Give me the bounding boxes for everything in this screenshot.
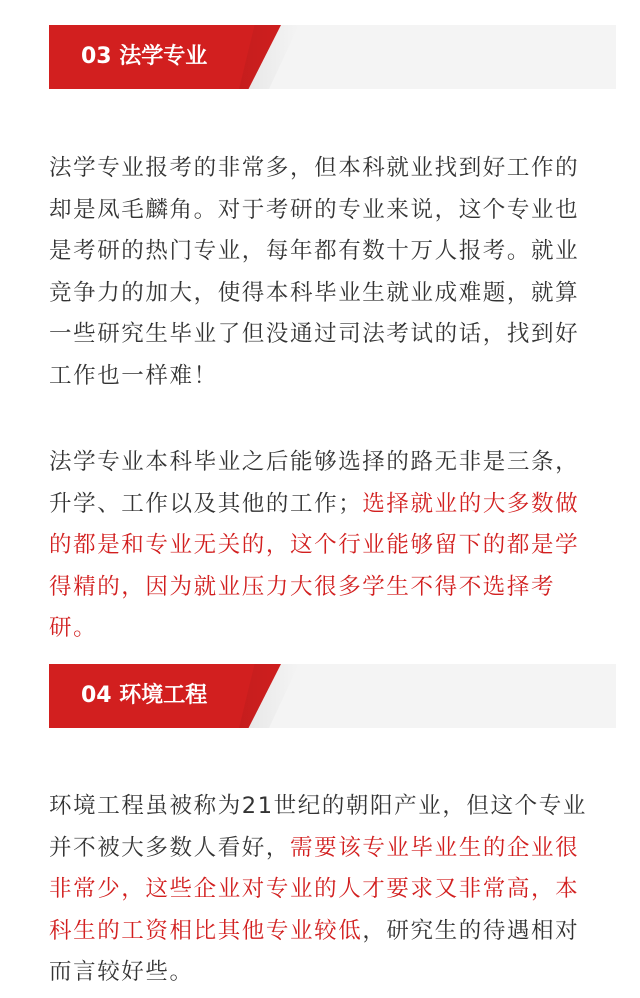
paragraph-text: 法学专业本科毕业之后能够选择的路无非是三条，升学、工作以及其他的工作； <box>49 449 580 517</box>
section-header-environment <box>49 664 616 728</box>
paragraph-highlight: 需要该专业毕业生的企业很非常少，这些企业对专业的人才要求又非常高，本科生的工资相比其他专业较低 <box>49 834 580 944</box>
paragraph-text: ，研究生的待遇相对而言较好些。 <box>49 917 580 985</box>
section-title-environment: 04 环境工程 <box>81 683 208 708</box>
section-header-law <box>49 25 616 89</box>
paragraph-text: 法学专业报考的非常多，但本科就业找到好工作的却是凤毛麟角。对于考研的专业来说，这个专业也是考研的热门专业，每年都有数十万人报考。就业竞争力的加大，使得本科毕业生就业成难题，就算一些研究生毕业了但没通过司法考试的话，找到好工作也一样难！ <box>49 155 580 389</box>
paragraph-environment <box>49 786 597 994</box>
section-title-law: 03 法学专业 <box>81 44 208 69</box>
paragraph-text: 环境工程虽被称为21世纪的朝阳产业，但这个专业并不被大多数人看好， <box>49 793 587 861</box>
paragraph-law-career <box>49 442 597 650</box>
paragraph-law-intro <box>49 148 597 397</box>
paragraph-highlight: 选择就业的大多数做的都是和专业无关的，这个行业能够留下的都是学得精的，因为就业压力大很多学生不得不选择考研。 <box>49 490 580 641</box>
